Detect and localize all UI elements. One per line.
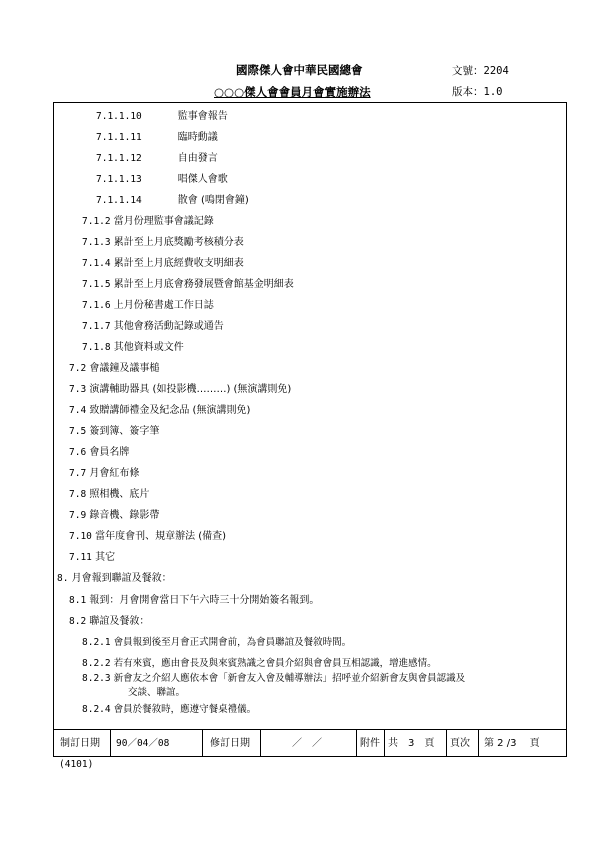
doc-number-label: 文號： bbox=[452, 65, 484, 77]
list-item: 7.1.2 當月份理監事會議記錄 bbox=[82, 216, 214, 227]
form-code: (4101) bbox=[59, 759, 94, 770]
doc-version bbox=[452, 84, 502, 99]
list-item: 7.1.4 累計至上月底經費收支明細表 bbox=[82, 258, 244, 269]
page-value: 第 2 /3 頁 bbox=[484, 738, 540, 749]
attachment-value: 共 3 頁 bbox=[388, 738, 435, 749]
list-item: 7.1.1.10 監事會報告 bbox=[96, 111, 228, 122]
list-item: 7.4 致贈講師禮金及紀念品 (無演講則免) bbox=[69, 405, 251, 416]
established-label: 制訂日期 bbox=[60, 738, 100, 749]
list-item: 7.1.1.13 唱傑人會歌 bbox=[96, 174, 228, 185]
list-item: 7.1.5 累計至上月底會務發展暨會館基金明細表 bbox=[82, 279, 294, 290]
doc-version-label: 版本： bbox=[452, 86, 484, 98]
footer-table bbox=[54, 729, 566, 756]
list-item: 7.1.1.11 臨時動議 bbox=[96, 132, 218, 143]
list-item: 7.1.8 其他資料或文件 bbox=[82, 342, 184, 353]
list-item: 8.2 聯誼及餐敘： bbox=[69, 616, 150, 627]
list-item: 8.2.3 新會友之介紹人應依本會「新會友入會及輔導辦法」招呼並介紹新會友與會員認識及 bbox=[82, 673, 466, 684]
list-item: 7.3 演講輔助器具 (如投影機………) (無演講則免) bbox=[69, 384, 292, 395]
revised-label: 修訂日期 bbox=[210, 738, 250, 749]
list-item-continuation: 交談、聯誼。 bbox=[128, 687, 186, 698]
list-item: 7.11 其它 bbox=[69, 552, 116, 563]
list-item: 7.1.1.12 自由發言 bbox=[96, 153, 218, 164]
list-item: 7.1.3 累計至上月底獎勵考核積分表 bbox=[82, 237, 244, 248]
established-date: 90／04／08 bbox=[116, 738, 170, 749]
doc-version-value: 1.0 bbox=[483, 86, 503, 98]
attachment-label: 附件 bbox=[360, 738, 380, 749]
document-frame bbox=[53, 102, 567, 757]
list-item: 8.2.2 若有來賓，應由會長及與來賓熟識之會員介紹與會會員互相認識，增進感情。 bbox=[82, 658, 437, 669]
revised-date: ／ ／ bbox=[292, 738, 322, 749]
section-heading: 8. 月會報到聯誼及餐敘： bbox=[57, 573, 172, 584]
page-label: 頁次 bbox=[450, 738, 470, 749]
list-item: 7.1.1.14 散會 (鳴閉會鐘) bbox=[96, 195, 249, 206]
list-item: 7.8 照相機、底片 bbox=[69, 489, 150, 500]
list-item: 7.9 錄音機、錄影帶 bbox=[69, 510, 160, 521]
list-item: 8.2.1 會員報到後至月會正式開會前，為會員聯誼及餐敘時間。 bbox=[82, 637, 352, 648]
org-name: 國際傑人會中華民國總會 bbox=[236, 63, 363, 77]
list-item: 8.2.4 會員於餐敘時，應遵守餐桌禮儀。 bbox=[82, 704, 257, 715]
list-item: 8.1 報到：月會開會當日下午六時三十分開始簽名報到。 bbox=[69, 595, 320, 606]
list-item: 7.10 當年度會刊、規章辦法 (備查) bbox=[69, 531, 227, 542]
list-item: 7.6 會員名牌 bbox=[69, 447, 130, 458]
doc-number bbox=[452, 63, 509, 78]
list-item: 7.1.7 其他會務活動記錄或通告 bbox=[82, 321, 224, 332]
list-item: 7.5 簽到簿、簽字筆 bbox=[69, 426, 160, 437]
doc-title: ○○○傑人會會員月會實施辦法 bbox=[214, 85, 371, 99]
list-item: 7.7 月會紅布條 bbox=[69, 468, 140, 479]
list-item: 7.2 會議鐘及議事槌 bbox=[69, 363, 160, 374]
doc-number-value: 2204 bbox=[483, 65, 509, 77]
list-item: 7.1.6 上月份秘書處工作日誌 bbox=[82, 300, 214, 311]
